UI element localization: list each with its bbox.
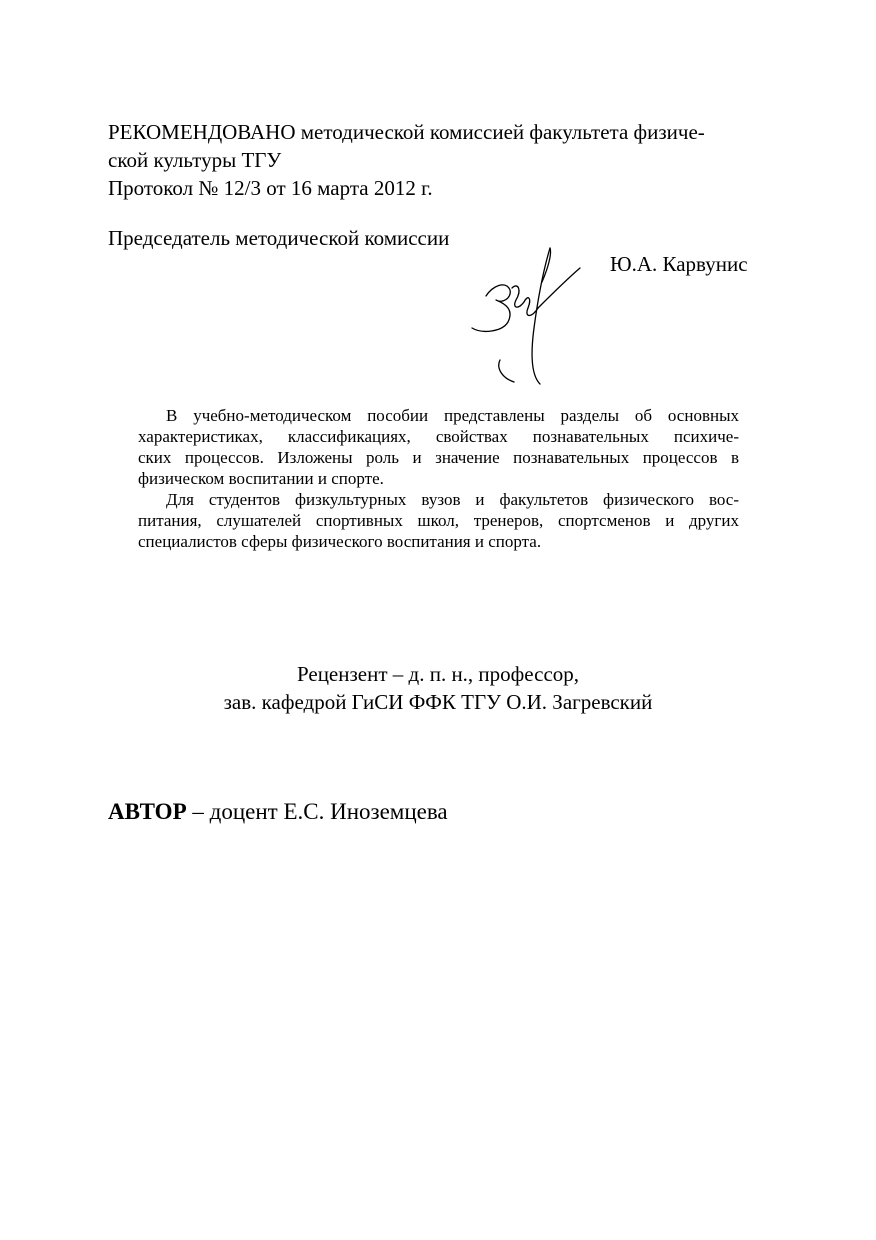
chair-title: Председатель методической комиссии — [108, 226, 450, 250]
signature-image — [462, 238, 592, 388]
annotation-paragraph-2 — [138, 489, 739, 552]
recommendation-line-1: РЕКОМЕНДОВАНО методической комиссией факультета физиче- — [108, 120, 705, 144]
author-label: АВТОР — [108, 799, 187, 824]
annotation-line: В учебно-методическом пособии представлены разделы об основных — [166, 406, 739, 425]
annotation-line: специалистов сферы физического воспитания и спорта. — [138, 532, 542, 551]
annotation-line: характеристиках, классификациях, свойствах познавательных психиче- — [138, 427, 739, 446]
annotation-line: Для студентов физкультурных вузов и факультетов физического вос- — [166, 490, 739, 509]
reviewer-line-2: зав. кафедрой ГиСИ ФФК ТГУ О.И. Загревский — [223, 690, 653, 714]
annotation-line: питания, слушателей спортивных школ, тренеров, спортсменов и других — [138, 511, 739, 530]
protocol-line: Протокол № 12/3 от 16 марта 2012 г. — [108, 176, 433, 200]
annotation-line: ских процессов. Изложены роль и значение познавательных процессов в — [138, 448, 739, 467]
chair-name: Ю.А. Карвунис — [610, 252, 748, 276]
reviewer-block — [0, 660, 876, 716]
recommendation-line-2: ской культуры ТГУ — [108, 148, 282, 172]
annotation-block — [138, 405, 739, 552]
reviewer-line-1: Рецензент – д. п. н., профессор, — [296, 662, 580, 686]
author-line — [108, 797, 448, 827]
author-text: – доцент Е.С. Иноземцева — [186, 799, 448, 824]
recommendation-block — [108, 118, 780, 202]
annotation-line: физическом воспитании и спорте. — [138, 469, 384, 488]
annotation-paragraph-1 — [138, 405, 739, 489]
